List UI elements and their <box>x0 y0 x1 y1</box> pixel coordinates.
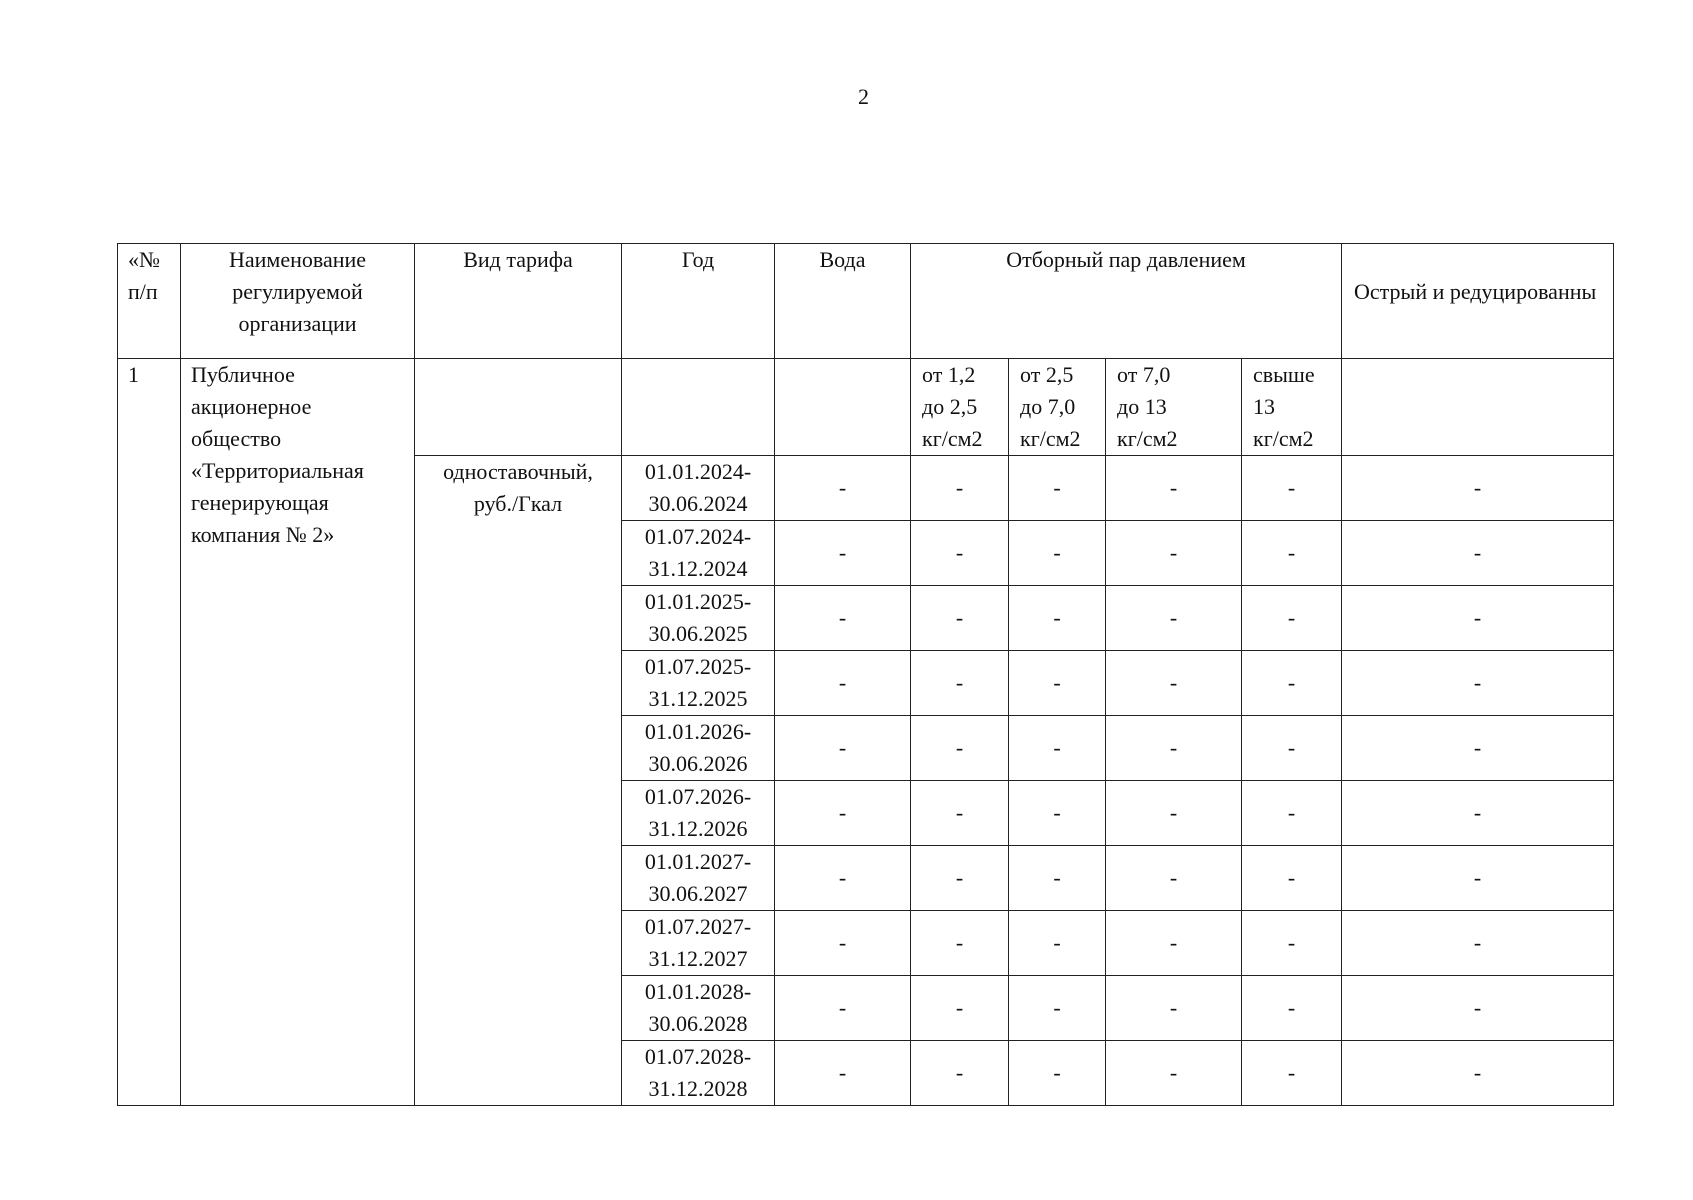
value-cell-p3: - <box>1106 456 1242 521</box>
value-cell-p1: - <box>911 586 1009 651</box>
period-cell: 01.07.2024- 31.12.2024 <box>622 521 775 586</box>
empty-cell <box>622 359 775 456</box>
table-header-row <box>118 244 1614 359</box>
value-cell-sharp: - <box>1342 456 1614 521</box>
value-cell-p2: - <box>1009 846 1106 911</box>
table-subheader-row <box>118 359 1614 456</box>
tariff-type-cell: одноставочный, руб./Гкал <box>415 456 622 1106</box>
value-cell-p1: - <box>911 1041 1009 1106</box>
period-cell: 01.07.2028- 31.12.2028 <box>622 1041 775 1106</box>
empty-cell <box>775 359 911 456</box>
row-number-cell: 1 <box>118 359 181 1106</box>
value-cell-p1: - <box>911 456 1009 521</box>
period-cell: 01.01.2027- 30.06.2027 <box>622 846 775 911</box>
value-cell-p1: - <box>911 846 1009 911</box>
value-cell-p4: - <box>1242 846 1342 911</box>
value-cell-p4: - <box>1242 976 1342 1041</box>
value-cell-p3: - <box>1106 846 1242 911</box>
header-organization-name: Наименование регулируемой организации <box>181 244 415 359</box>
value-cell-p2: - <box>1009 976 1106 1041</box>
value-cell-sharp: - <box>1342 976 1614 1041</box>
value-cell-water: - <box>775 846 911 911</box>
period-cell: 01.01.2024- 30.06.2024 <box>622 456 775 521</box>
value-cell-water: - <box>775 911 911 976</box>
value-cell-water: - <box>775 976 911 1041</box>
empty-cell <box>415 359 622 456</box>
value-cell-p3: - <box>1106 586 1242 651</box>
header-sharp-steam: Острый и редуцированны <box>1342 244 1614 359</box>
value-cell-p4: - <box>1242 781 1342 846</box>
value-cell-water: - <box>775 651 911 716</box>
value-cell-water: - <box>775 586 911 651</box>
value-cell-sharp: - <box>1342 586 1614 651</box>
header-year: Год <box>622 244 775 359</box>
subheader-pressure-2: от 2,5 до 7,0 кг/см2 <box>1009 359 1106 456</box>
value-cell-sharp: - <box>1342 521 1614 586</box>
value-cell-p3: - <box>1106 781 1242 846</box>
value-cell-sharp: - <box>1342 911 1614 976</box>
period-cell: 01.07.2027- 31.12.2027 <box>622 911 775 976</box>
value-cell-p2: - <box>1009 521 1106 586</box>
value-cell-sharp: - <box>1342 781 1614 846</box>
value-cell-p2: - <box>1009 651 1106 716</box>
value-cell-p3: - <box>1106 976 1242 1041</box>
value-cell-p2: - <box>1009 781 1106 846</box>
value-cell-p3: - <box>1106 716 1242 781</box>
subheader-pressure-1: от 1,2 до 2,5 кг/см2 <box>911 359 1009 456</box>
empty-cell <box>1342 359 1614 456</box>
period-cell: 01.01.2025- 30.06.2025 <box>622 586 775 651</box>
value-cell-p2: - <box>1009 586 1106 651</box>
period-cell: 01.07.2025- 31.12.2025 <box>622 651 775 716</box>
period-cell: 01.01.2028- 30.06.2028 <box>622 976 775 1041</box>
header-extraction-steam: Отборный пар давлением <box>911 244 1342 359</box>
value-cell-p3: - <box>1106 911 1242 976</box>
value-cell-water: - <box>775 521 911 586</box>
value-cell-sharp: - <box>1342 651 1614 716</box>
header-water: Вода <box>775 244 911 359</box>
value-cell-p2: - <box>1009 456 1106 521</box>
value-cell-sharp: - <box>1342 1041 1614 1106</box>
page-number: 2 <box>858 84 869 109</box>
period-cell: 01.01.2026- 30.06.2026 <box>622 716 775 781</box>
organization-cell: Публичное акционерное общество «Территориальная генерирующая компания № 2» <box>181 359 415 1106</box>
value-cell-water: - <box>775 716 911 781</box>
value-cell-p1: - <box>911 716 1009 781</box>
subheader-pressure-3: от 7,0 до 13 кг/см2 <box>1106 359 1242 456</box>
value-cell-p4: - <box>1242 1041 1342 1106</box>
header-number: «№ п/п <box>118 244 181 359</box>
value-cell-water: - <box>775 781 911 846</box>
header-tariff-type: Вид тарифа <box>415 244 622 359</box>
value-cell-p3: - <box>1106 1041 1242 1106</box>
value-cell-sharp: - <box>1342 716 1614 781</box>
value-cell-p1: - <box>911 781 1009 846</box>
value-cell-p1: - <box>911 911 1009 976</box>
value-cell-p4: - <box>1242 716 1342 781</box>
value-cell-p1: - <box>911 521 1009 586</box>
value-cell-p4: - <box>1242 651 1342 716</box>
value-cell-p4: - <box>1242 911 1342 976</box>
value-cell-p4: - <box>1242 456 1342 521</box>
value-cell-p4: - <box>1242 521 1342 586</box>
value-cell-p2: - <box>1009 1041 1106 1106</box>
value-cell-water: - <box>775 456 911 521</box>
subheader-pressure-4: свыше 13 кг/см2 <box>1242 359 1342 456</box>
value-cell-p4: - <box>1242 586 1342 651</box>
value-cell-sharp: - <box>1342 846 1614 911</box>
value-cell-p3: - <box>1106 521 1242 586</box>
value-cell-p2: - <box>1009 911 1106 976</box>
value-cell-p2: - <box>1009 716 1106 781</box>
tariff-table <box>117 243 1614 1106</box>
value-cell-p1: - <box>911 651 1009 716</box>
value-cell-water: - <box>775 1041 911 1106</box>
period-cell: 01.07.2026- 31.12.2026 <box>622 781 775 846</box>
value-cell-p1: - <box>911 976 1009 1041</box>
value-cell-p3: - <box>1106 651 1242 716</box>
